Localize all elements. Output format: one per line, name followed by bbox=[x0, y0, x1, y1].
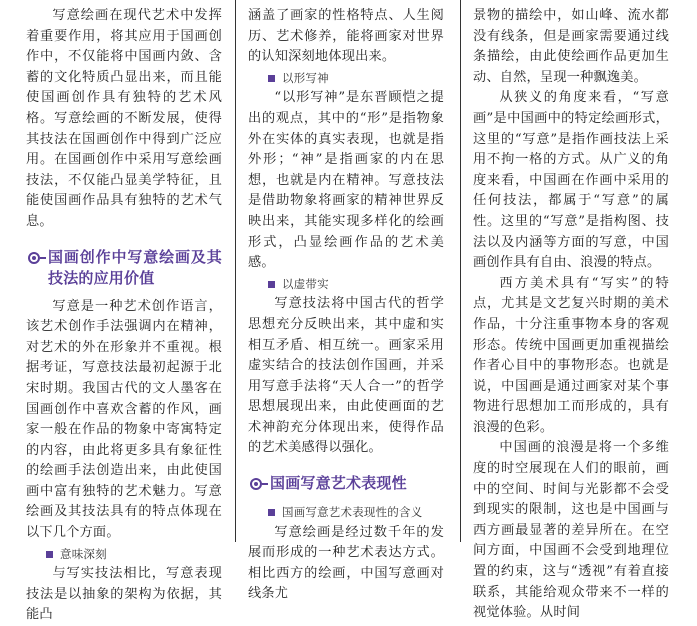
subheading bbox=[248, 502, 444, 523]
column-divider bbox=[235, 0, 236, 542]
subheading-text: 以形写神 bbox=[282, 70, 329, 85]
square-bullet-icon bbox=[268, 509, 275, 516]
paragraph: “以形写神”是东晋顾恺之提出的观点，其中的“形”是指物象外在实体的真实表现，也就是指外形；“神”是指画家的内在思想，也就是内在精神。写意技法是借助物象将画家的精神世界反映出来，其能实现多样化的绘画形式，凸显绘画作品的艺术美感。 bbox=[248, 90, 444, 271]
paragraph: 涵盖了画家的性格特点、人生阅历、艺术修养，能将画家对世界的认知深刻地体现出来。 bbox=[248, 8, 444, 65]
section-heading-text: 国画创作中写意绘画及其技法的应用价值 bbox=[48, 247, 222, 287]
paragraph: 写意绘画在现代艺术中发挥着重要作用，将其应用于国画创作中，不仅能将中国画内敛、含蓄的文化特质凸显出来，而且能使国画创作具有独特的艺术风格。写意绘画的不断发展，使得其技法在国画创作中得到广泛应用。在国画创作中采用写意绘画技法，不仅能凸显美学特征，且能使国画作品具有独特的艺术气息。 bbox=[26, 8, 222, 229]
circle-bullet-icon bbox=[250, 478, 262, 490]
section-heading-text: 国画写意艺术表现性 bbox=[270, 474, 407, 493]
column-3 bbox=[473, 6, 669, 621]
subheading bbox=[248, 68, 444, 89]
paragraph: 写意是一种艺术创作语言，该艺术创作手法强调内在精神，对艺术的外在形象并不重视。根据考证，写意技法最初起源于北宋时期。我国古代的文人墨客在国画创作中喜欢含蓄的作风，画家一般在作品的物象中寄寓特定的内容，由此将更多具有象征性的绘画手法创造出来，由此使国画中富有独特的艺术魅力。写意绘画及其技法具有的特点体现在以下几个方面。 bbox=[26, 298, 222, 541]
circle-bullet-icon bbox=[28, 252, 40, 264]
column-divider bbox=[460, 0, 461, 542]
subheading-text: 意味深刻 bbox=[60, 546, 107, 561]
section-heading bbox=[26, 247, 222, 289]
square-bullet-icon bbox=[268, 281, 275, 288]
paragraph: 从狭义的角度来看，“写意画”是中国画中的特定绘画形式，这里的“写意”是指作画技法上采用不拘一格的方式。从广义的角度来看，中国画在作画中采用的任何技法，都属于“写意”的属性。这里的“写意”是指构图、技法以及内涵等方面的写意，中国画创作具有自由、浪漫的特点。 bbox=[473, 90, 669, 271]
subheading-text: 国画写意艺术表现性的含义 bbox=[282, 505, 423, 520]
column-1 bbox=[26, 6, 222, 623]
paragraph: 写意绘画是经过数千年的发展而形成的一种艺术表达方式。相比西方的绘画，中国写意画对线条尤 bbox=[248, 524, 444, 602]
subheading bbox=[248, 274, 444, 295]
paragraph: 西方美术具有“写实”的特点，尤其是文艺复兴时期的美术作品，十分注重事物本身的客观形态。传统中国画更加重视描绘作者心目中的事物形态。也就是说，中国画是通过画家对某个事物进行思想加工而形成的，具有浪漫的色彩。 bbox=[473, 275, 669, 435]
square-bullet-icon bbox=[46, 551, 53, 558]
subheading-text: 以虚带实 bbox=[282, 276, 329, 291]
subheading bbox=[26, 544, 222, 565]
section-heading bbox=[248, 473, 444, 494]
paragraph: 中国画的浪漫是将一个多维度的时空展现在人们的眼前，画中的空间、时间与光影都不会受到现实的限制，这也是中国画与西方画最显著的差异所在。在空间方面，中国画不会受到地理位置的约束，这与“透视”有着直接联系，其能给观众带来不一样的视觉体验。从时间 bbox=[473, 440, 669, 621]
column-2 bbox=[248, 6, 444, 602]
paragraph: 写意技法将中国古代的哲学思想充分反映出来，其中虚和实相互矛盾、相互统一。画家采用虚实结合的技法创作国画，并采用写意手法将“天人合一”的哲学思想展现出来，由此使画面的艺术神韵充分体现出来，使得作品的艺术美感得以强化。 bbox=[248, 296, 444, 456]
paragraph: 与写实技法相比，写意表现技法是以抽象的架构为依据，其能凸 bbox=[26, 566, 222, 623]
paragraph: 景物的描绘中，如山峰、流水都没有线条，但是画家需要通过线条描绘，由此使绘画作品更加生动、自然，呈现一种飘逸美。 bbox=[473, 8, 669, 85]
square-bullet-icon bbox=[268, 75, 275, 82]
